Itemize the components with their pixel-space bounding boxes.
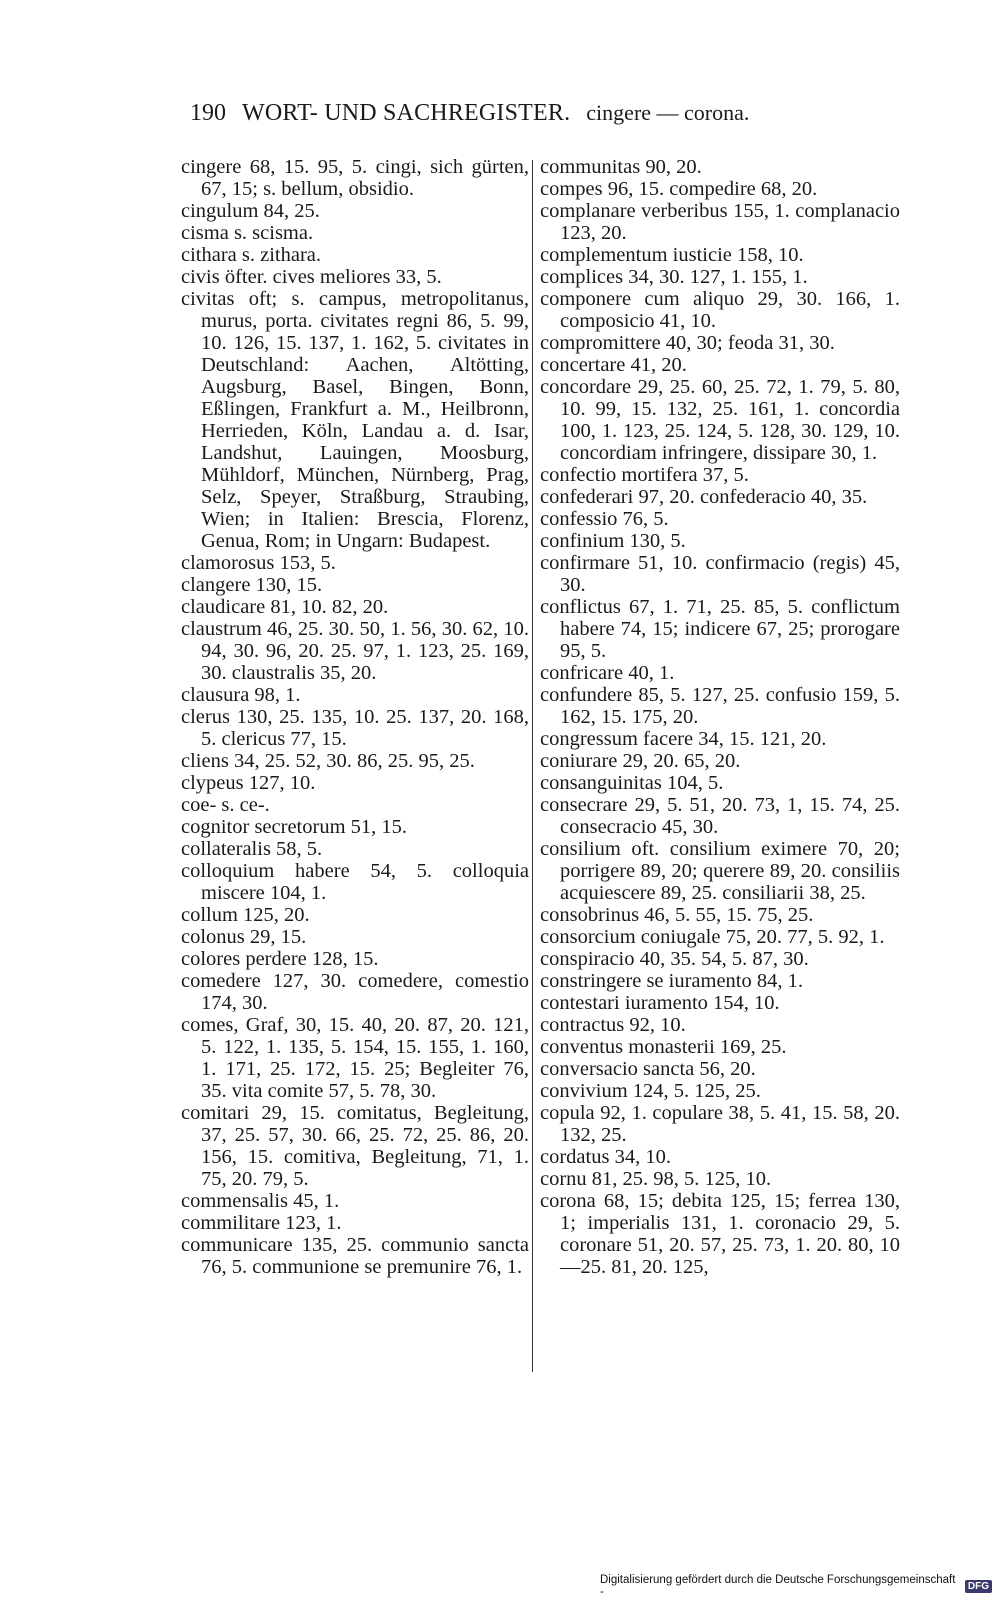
dfg-logo: DFG — [965, 1580, 992, 1593]
index-entry: claudicare 81, 10. 82, 20. — [181, 596, 389, 618]
index-entry: colloquium habere 54, 5. colloquia miscere 104, 1. — [181, 860, 529, 904]
index-entry: cithara s. zithara. — [181, 244, 322, 266]
index-entry: claustrum 46, 25. 30. 50, 1. 56, 30. 62, 10. 94, 30. 96, 20. 25. 97, 1. 123, 25. 169, 30. claustralis 35, 20. — [181, 618, 529, 684]
footer-text: Digitalisierung gefördert durch die Deutsche Forschungsgemeinschaft - — [600, 1574, 956, 1598]
index-entry: cornu 81, 25. 98, 5. 125, 10. — [540, 1168, 772, 1190]
index-entry: conversacio sancta 56, 20. — [540, 1058, 756, 1080]
index-entry: clamorosus 153, 5. — [181, 552, 336, 574]
index-entry: complices 34, 30. 127, 1. 155, 1. — [540, 266, 808, 288]
index-entry: colores perdere 128, 15. — [181, 948, 379, 970]
index-entry: collum 125, 20. — [181, 904, 310, 926]
index-entry: complementum iusticie 158, 10. — [540, 244, 804, 266]
column-divider — [532, 160, 533, 1372]
index-entry: componere cum aliquo 29, 30. 166, 1. composicio 41, 10. — [540, 288, 900, 332]
index-entry: compromittere 40, 30; feoda 31, 30. — [540, 332, 835, 354]
index-entry: contractus 92, 10. — [540, 1014, 686, 1036]
index-entry: coniurare 29, 20. 65, 20. — [540, 750, 741, 772]
index-entry: congressum facere 34, 15. 121, 20. — [540, 728, 827, 750]
index-entry: complanare verberibus 155, 1. complanacio 123, 20. — [540, 200, 900, 244]
index-entry: cisma s. scisma. — [181, 222, 314, 244]
index-entry: compes 96, 15. compedire 68, 20. — [540, 178, 818, 200]
index-entry: confessio 76, 5. — [540, 508, 669, 530]
entry-range: cingere — corona. — [586, 100, 750, 125]
index-entry: confirmare 51, 10. confirmacio (regis) 45, 30. — [540, 552, 900, 596]
index-entry: coe- s. ce-. — [181, 794, 270, 816]
index-entry: conflictus 67, 1. 71, 25. 85, 5. conflictum habere 74, 15; indicere 67, 25; prorogare 95, 5. — [540, 596, 900, 662]
index-entry: concordare 29, 25. 60, 25. 72, 1. 79, 5. 80, 10. 99, 15. 132, 25. 161, 1. concordia 100, 1. 123, 25. 124, 5. 128, 30. 129, 10. concordiam infringere, dissipare 30, 1. — [540, 376, 900, 464]
index-entry: conspiracio 40, 35. 54, 5. 87, 30. — [540, 948, 809, 970]
index-entry: consilium oft. consilium eximere 70, 20; porrigere 89, 20; querere 89, 20. consiliis acquiescere 89, 25. consiliarii 38, 25. — [540, 838, 900, 904]
index-entry: colonus 29, 15. — [181, 926, 307, 948]
index-entry: commilitare 123, 1. — [181, 1212, 342, 1234]
index-entry: consobrinus 46, 5. 55, 15. 75, 25. — [540, 904, 814, 926]
index-entry: confectio mortifera 37, 5. — [540, 464, 749, 486]
index-entry: consorcium coniugale 75, 20. 77, 5. 92, 1. — [540, 926, 885, 948]
page-title: WORT- UND SACHREGISTER. — [242, 100, 571, 126]
index-entry: clausura 98, 1. — [181, 684, 301, 706]
index-entry: contestari iuramento 154, 10. — [540, 992, 780, 1014]
index-entry: cliens 34, 25. 52, 30. 86, 25. 95, 25. — [181, 750, 475, 772]
index-entry: corona 68, 15; debita 125, 15; ferrea 130, 1; imperialis 131, 1. coronacio 29, 5. coronare 51, 20. 57, 25. 73, 1. 20. 80, 10—25. 81, 20. 125, — [540, 1190, 900, 1278]
index-entry: comedere 127, 30. comedere, comestio 174, 30. — [181, 970, 529, 1014]
index-entry: cingulum 84, 25. — [181, 200, 320, 222]
page-header — [190, 100, 810, 127]
footer-credit — [600, 1576, 992, 1596]
page-number: 190 — [190, 100, 226, 126]
index-entry: copula 92, 1. copulare 38, 5. 41, 15. 58, 20. 132, 25. — [540, 1102, 900, 1146]
left-column — [181, 156, 529, 1278]
index-entry: collateralis 58, 5. — [181, 838, 323, 860]
index-entry: comes, Graf, 30, 15. 40, 20. 87, 20. 121, 5. 122, 1. 135, 5. 154, 15. 155, 1. 160, 1. 171, 25. 172, 15. 25; Begleiter 76, 35. vita comite 57, 5. 78, 30. — [181, 1014, 529, 1102]
index-entry: communicare 135, 25. communio sancta 76, 5. communione se premunire 76, 1. — [181, 1234, 529, 1278]
index-entry: consecrare 29, 5. 51, 20. 73, 1, 15. 74, 25. consecracio 45, 30. — [540, 794, 900, 838]
index-entry: confinium 130, 5. — [540, 530, 686, 552]
index-entry: confederari 97, 20. confederacio 40, 35. — [540, 486, 868, 508]
index-entry: commensalis 45, 1. — [181, 1190, 340, 1212]
index-entry: clangere 130, 15. — [181, 574, 323, 596]
index-entry: clypeus 127, 10. — [181, 772, 316, 794]
index-entry: communitas 90, 20. — [540, 156, 702, 178]
index-entry: consanguinitas 104, 5. — [540, 772, 724, 794]
index-entry: constringere se iuramento 84, 1. — [540, 970, 804, 992]
right-column — [540, 156, 900, 1278]
index-entry: confricare 40, 1. — [540, 662, 675, 684]
index-entry: comitari 29, 15. comitatus, Begleitung, 37, 25. 57, 30. 66, 25. 72, 25. 86, 20. 156, 15. comitiva, Begleitung, 71, 1. 75, 20. 79, 5. — [181, 1102, 529, 1190]
index-entry: confundere 85, 5. 127, 25. confusio 159, 5. 162, 15. 175, 20. — [540, 684, 900, 728]
index-entry: clerus 130, 25. 135, 10. 25. 137, 20. 168, 5. clericus 77, 15. — [181, 706, 529, 750]
index-entry: cordatus 34, 10. — [540, 1146, 671, 1168]
index-entry: civis öfter. cives meliores 33, 5. — [181, 266, 442, 288]
index-entry: civitas oft; s. campus, metropolitanus, murus, porta. civitates regni 86, 5. 99, 10. 126, 15. 137, 1. 162, 5. civitates in Deutschland: Aachen, Altötting, Augsburg, Basel, Bingen, Bonn, Eßlingen, Frankfurt a. M., Heilbronn, Herrieden, Köln, Landau a. d. Isar, Landshut, Lauingen, Moosburg, Mühldorf, München, Nürnberg, Prag, Selz, Speyer, Straßburg, Straubing, Wien; in Italien: Brescia, Florenz, Genua, Rom; in Ungarn: Budapest. — [181, 288, 529, 552]
index-entry: convivium 124, 5. 125, 25. — [540, 1080, 761, 1102]
index-entry: cingere 68, 15. 95, 5. cingi, sich gürten, 67, 15; s. bellum, obsidio. — [181, 156, 529, 200]
index-entry: conventus monasterii 169, 25. — [540, 1036, 787, 1058]
index-entry: concertare 41, 20. — [540, 354, 687, 376]
index-entry: cognitor secretorum 51, 15. — [181, 816, 408, 838]
